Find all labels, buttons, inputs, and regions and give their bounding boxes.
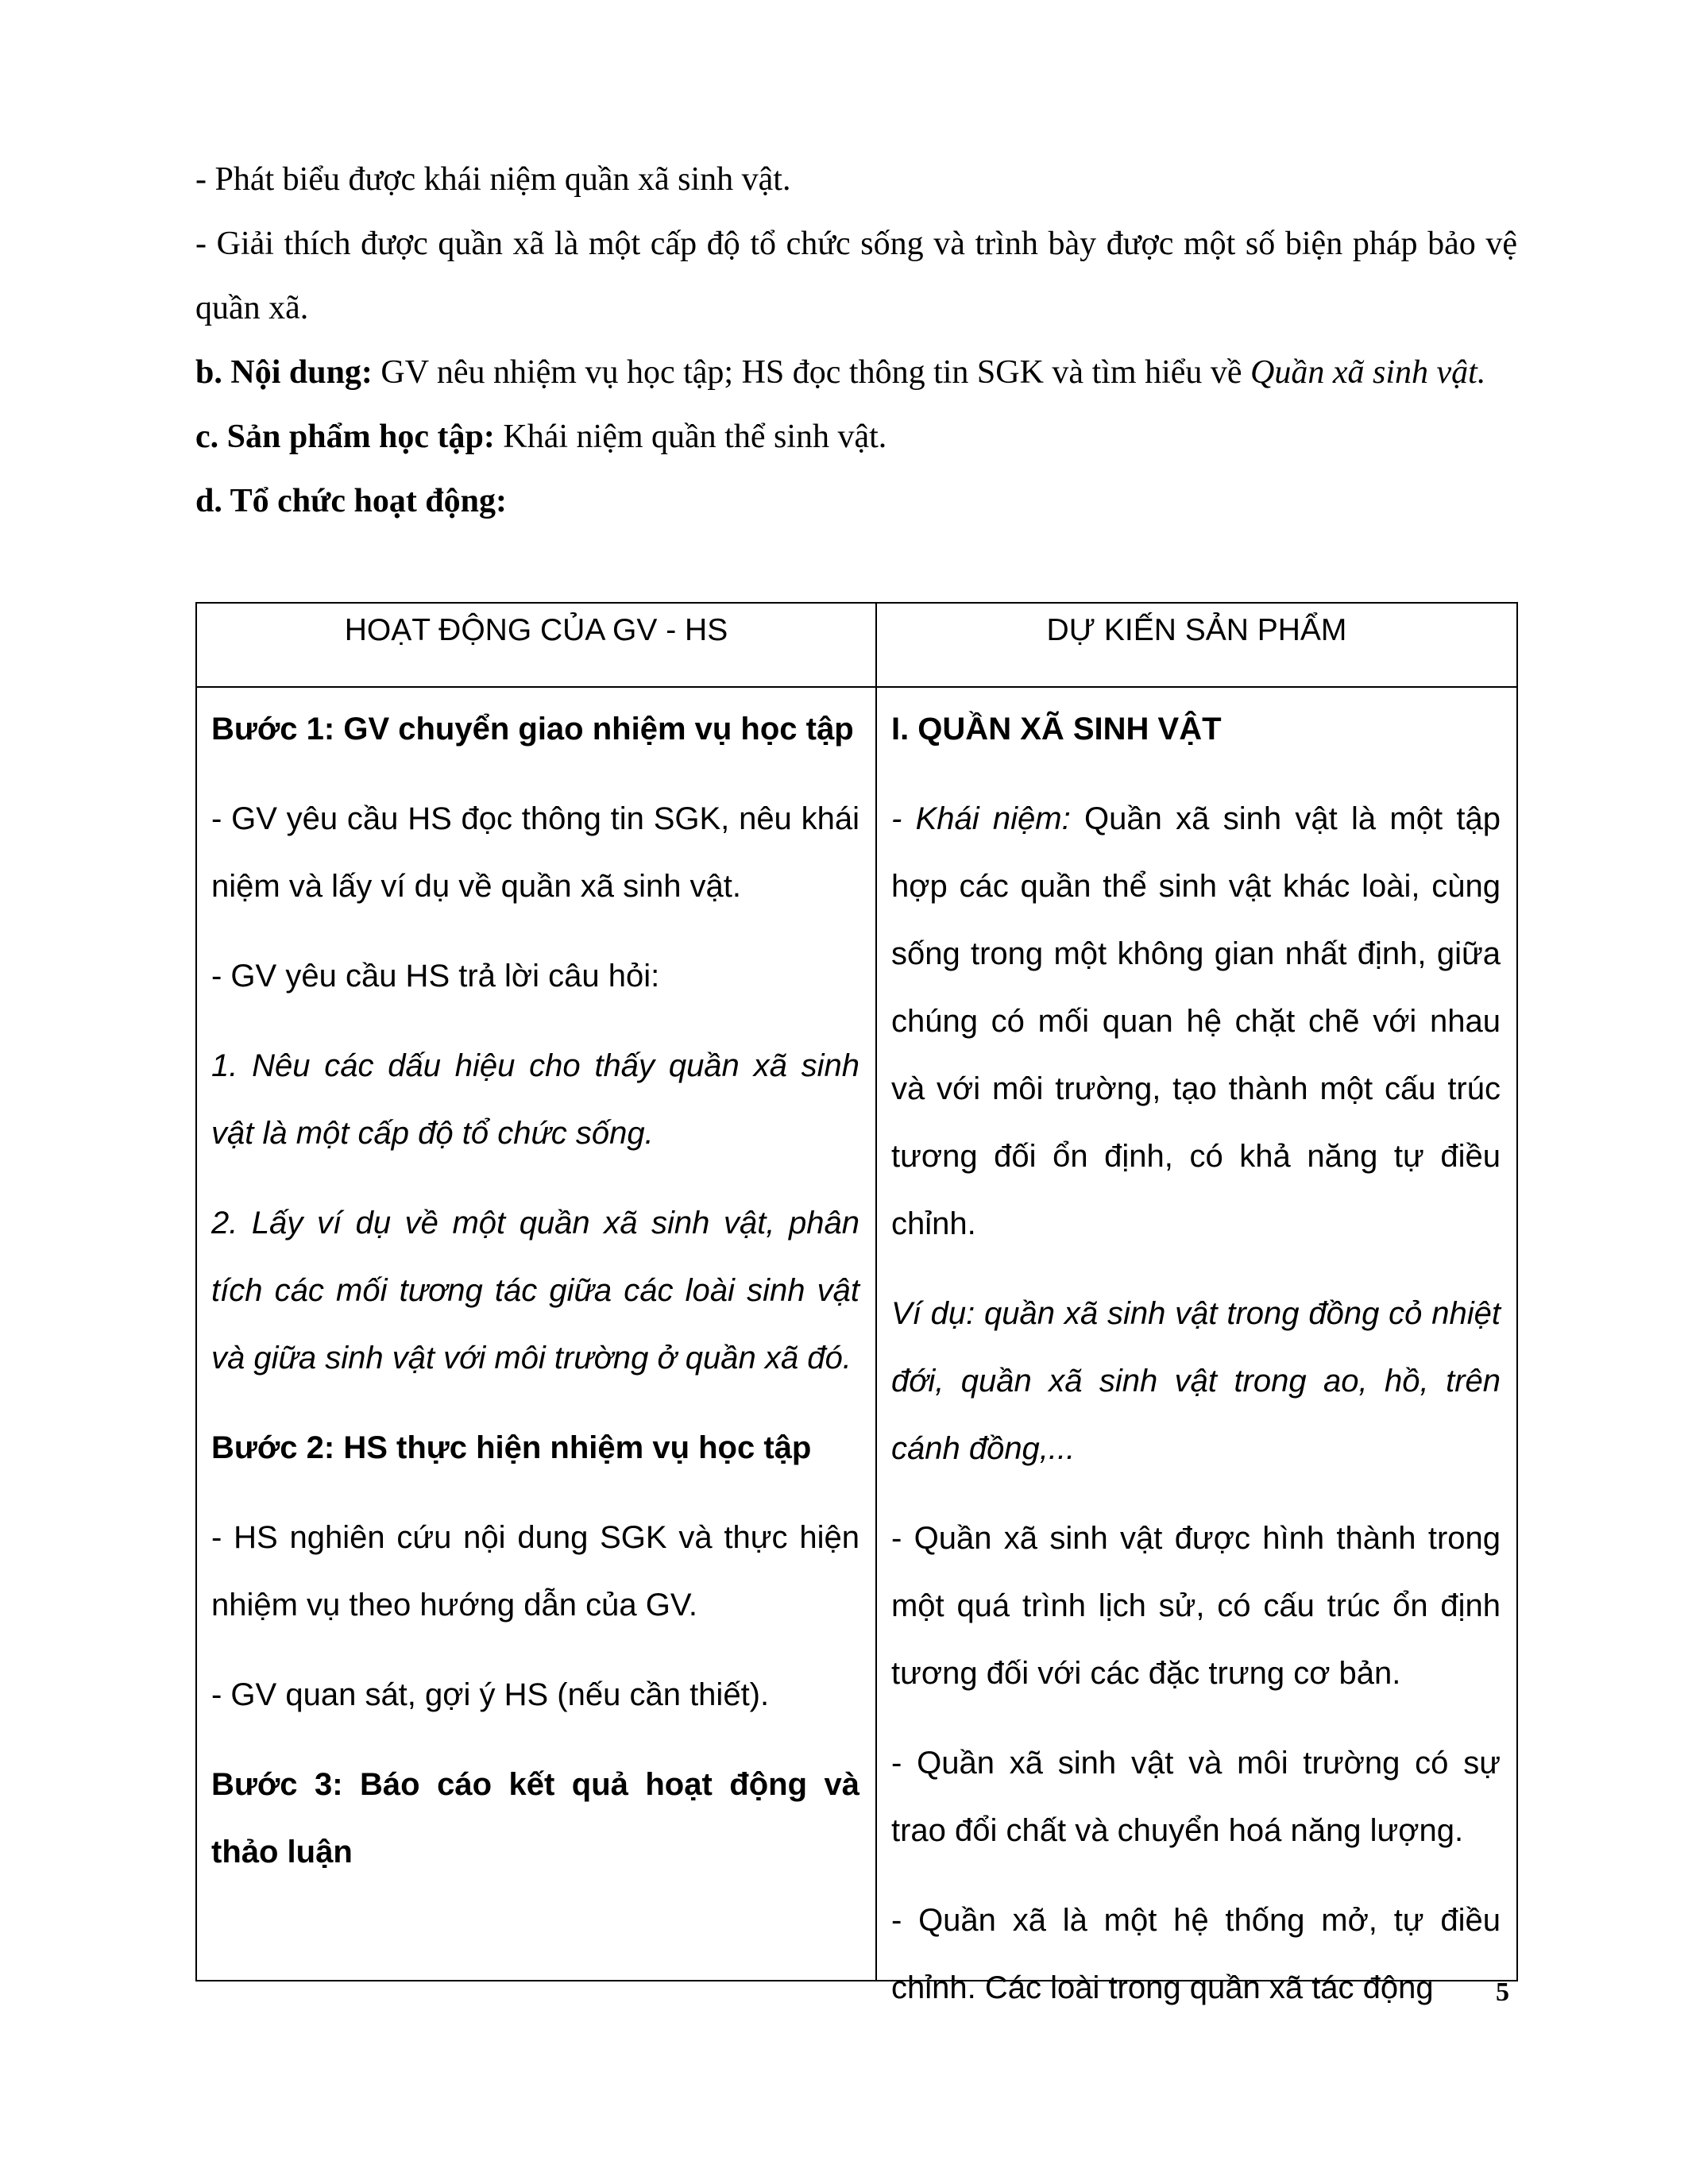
table-body-row <box>197 688 1516 2005</box>
product-paragraph <box>195 405 1517 469</box>
concept-label: - Khái niệm: <box>890 801 1071 836</box>
content-topic: Quần xã sinh vật. <box>1250 354 1486 391</box>
step-2-heading: Bước 2: HS thực hiện nhiệm vụ học tập <box>211 1430 812 1465</box>
question-1: 1. Nêu các dấu hiệu cho thấy quần xã sinh vật là một cấp độ tổ chức sống. <box>211 1048 859 1151</box>
activities-cell <box>197 688 877 1981</box>
question-2: 2. Lấy ví dụ về một quần xã sinh vật, phân tích các mối tương tác giữa các loài sinh vật và giữa sinh vật với môi trường ở quần xã đó. <box>211 1206 859 1376</box>
question-intro: - GV yêu cầu HS trả lời câu hỏi: <box>211 959 660 994</box>
concept-paragraph <box>891 785 1501 1258</box>
content-paragraph <box>195 341 1517 405</box>
student-task: - HS nghiên cứu nội dung SGK và thực hiện nhiệm vụ theo hướng dẫn của GV. <box>211 1520 859 1623</box>
page-number: 5 <box>1496 1978 1509 2007</box>
activity-table <box>195 602 1518 2005</box>
formation-paragraph: - Quần xã sinh vật được hình thành trong một quá trình lịch sử, có cấu trúc ổn định tương đối với các đặc trưng cơ bản. <box>890 1521 1501 1691</box>
task-instruction: - GV yêu cầu HS đọc thông tin SGK, nêu khái niệm và lấy ví dụ về quần xã sinh vật. <box>211 801 859 904</box>
table-header-row <box>197 604 1516 688</box>
expected-products-cell <box>877 688 1516 2005</box>
product-label: c. Sản phẩm học tập: <box>195 419 495 455</box>
step-1-heading: Bước 1: GV chuyển giao nhiệm vụ học tập <box>211 712 854 747</box>
teacher-observe: - GV quan sát, gợi ý HS (nếu cần thiết). <box>211 1677 770 1712</box>
example-paragraph: Ví dụ: quần xã sinh vật trong đồng cỏ nhiệt đới, quần xã sinh vật trong ao, hồ, trên cánh đồng,... <box>890 1296 1501 1466</box>
section-heading: I. QUẦN XÃ SINH VẬT <box>890 712 1222 747</box>
objective-line-1: - Phát biểu được khái niệm quần xã sinh vật. <box>195 161 791 198</box>
header-activities: HOẠT ĐỘNG CỦA GV - HS <box>197 604 877 686</box>
concept-text: Quần xã sinh vật là một tập hợp các quần thể sinh vật khác loài, cùng sống trong một không gian nhất định, giữa chúng có mối quan hệ chặt chẽ với nhau và với môi trường, tạo thành một cấu trúc tương đối ổn định, có khả năng tự điều chỉnh. <box>890 801 1501 1241</box>
step-3-heading: Bước 3: Báo cáo kết quả hoạt động và thảo luận <box>211 1767 859 1870</box>
exchange-paragraph: - Quần xã sinh vật và môi trường có sự trao đổi chất và chuyển hoá năng lượng. <box>890 1746 1501 1848</box>
content-label: b. Nội dung: <box>195 354 373 391</box>
organize-heading <box>195 469 1517 534</box>
open-system-paragraph: - Quần xã là một hệ thống mở, tự điều chỉnh. Các loài trong quần xã tác động <box>890 1903 1501 2005</box>
objective-line-2: - Giải thích được quần xã là một cấp độ tổ chức sống và trình bày được một số biện pháp bảo vệ quần xã. <box>195 226 1517 326</box>
header-expected-products: DỰ KIẾN SẢN PHẨM <box>1046 613 1347 647</box>
organize-label: d. Tổ chức hoạt động: <box>195 483 508 519</box>
content-text: GV nêu nhiệm vụ học tập; HS đọc thông tin SGK và tìm hiểu về <box>372 354 1251 391</box>
product-text: Khái niệm quần thể sinh vật. <box>494 419 887 455</box>
intro-text <box>195 148 1517 534</box>
